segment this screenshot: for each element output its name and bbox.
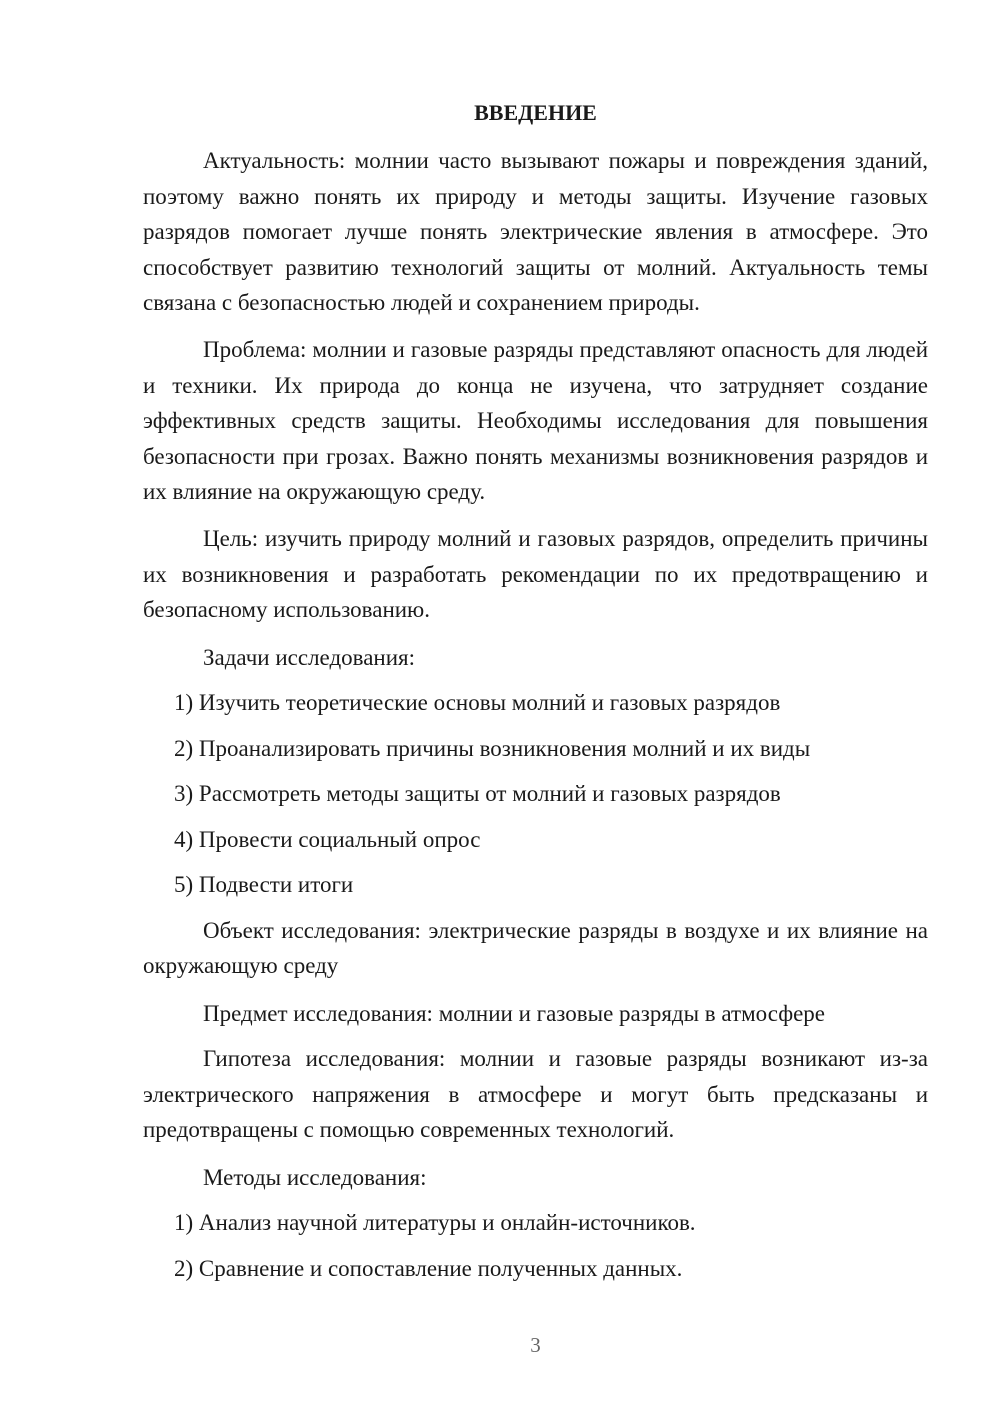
list-item: 2) Проанализировать причины возникновения молний и их виды <box>174 735 811 761</box>
object-paragraph: Объект исследования: электрические разряды в воздухе и их влияние на окружающую среду <box>143 918 928 979</box>
tasks-list <box>143 685 928 903</box>
list-item: 4) Провести социальный опрос <box>174 826 481 852</box>
methods-list <box>143 1205 928 1286</box>
list-item: 1) Изучить теоретические основы молний и газовых разрядов <box>174 690 781 716</box>
goal-paragraph: Цель: изучить природу молний и газовых разрядов, определить причины их возникновения и разработать рекомендации по их предотвращению и безопасному использованию. <box>143 526 928 623</box>
subject-paragraph: Предмет исследования: молнии и газовые разряды в атмосфере <box>203 1000 826 1026</box>
list-item: 3) Рассмотреть методы защиты от молний и газовых разрядов <box>174 781 781 807</box>
relevance-paragraph: Актуальность: молнии часто вызывают пожары и повреждения зданий, поэтому важно понять их природу и методы защиты. Изучение газовых разрядов помогает лучше понять электрические явления в атмосфере. Это способствует развитию технологий защиты от молний. Актуальность темы связана с безопасностью людей и сохранением природы. <box>143 148 928 316</box>
methods-title: Методы исследования: <box>203 1164 427 1190</box>
list-item: 1) Анализ научной литературы и онлайн-источников. <box>174 1209 696 1235</box>
page-number: 3 <box>530 1333 541 1357</box>
list-item: 5) Подвести итоги <box>174 872 354 898</box>
tasks-title: Задачи исследования: <box>203 644 416 670</box>
document-page <box>143 95 928 1296</box>
page-title: ВВЕДЕНИЕ <box>474 100 597 125</box>
hypothesis-paragraph: Гипотеза исследования: молнии и газовые разряды возникают из-за электрического напряжения в атмосфере и могут быть предсказаны и предотвращены с помощью современных технологий. <box>143 1046 928 1143</box>
problem-paragraph: Проблема: молнии и газовые разряды представляют опасность для людей и техники. Их природа до конца не изучена, что затрудняет создание эффективных средств защиты. Необходимы исследования для повышения безопасности при грозах. Важно понять механизмы возникновения разрядов и их влияние на окружающую среду. <box>143 337 928 505</box>
list-item: 2) Сравнение и сопоставление полученных данных. <box>174 1255 683 1281</box>
